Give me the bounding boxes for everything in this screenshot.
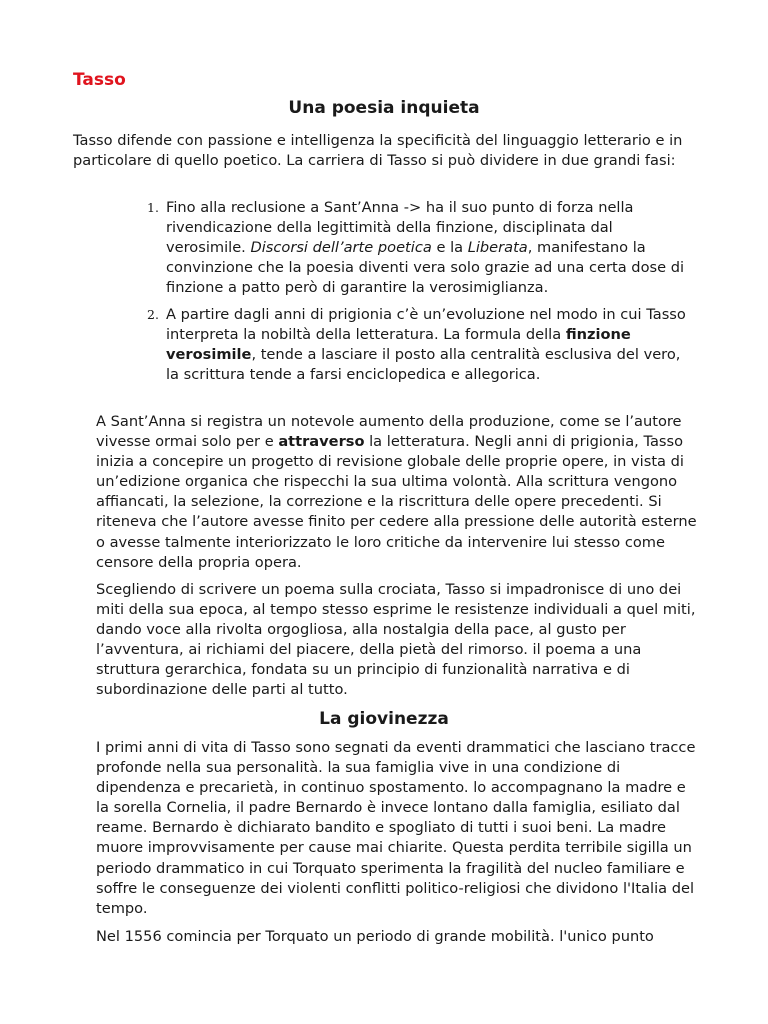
document-title: Tasso [73,70,126,90]
paragraph-1556: Nel 1556 comincia per Torquato un periodo di grande mobilità. l'unico punto [96,928,654,945]
list-item-text [166,305,686,385]
bold-term-finzione: finzione verosimile [166,326,631,364]
italic-title-liberata: Liberata [467,239,528,257]
list-number: 1. [147,200,159,215]
paragraph-santanna [96,412,698,573]
text-run: , tende a lasciare il posto alla centralità esclusiva del vero, la scrittura tende a farsi enciclopedica e allegorica. [166,346,681,384]
text-run: A partire dagli anni di prigionia c’è un’evoluzione nel modo in cui Tasso interpreta la nobiltà della letteratura. La formula della [166,306,686,344]
list-number: 2. [147,307,159,322]
text-run: A Sant’Anna si registra un notevole aumento della produzione, come se l’autore vivesse ormai solo per e [96,413,682,451]
text-run: Fino alla reclusione a Sant’Anna -> ha il suo punto di forza nella rivendicazione della legittimità della finzione, disciplinata dal verosimile. [166,199,634,257]
section-heading-poesia-inquieta: Una poesia inquieta [288,98,480,118]
text-run: la letteratura. Negli anni di prigionia, Tasso inizia a concepire un progetto di revisione globale delle proprie opere, in vista di un’edizione organica che rispecchi la sua ultima volontà. Alla scrittura vengono affiancati, la selezione, la correzione e la riscrittura delle opere precedenti. Si riteneva che l’autore avesse finito per cedere alla pressione delle autorità esterne o avesse talmente interiorizzato le loro critiche da intervenire lui stesso come censore della propria opera. [96,433,697,571]
list-item-text [166,198,686,298]
bold-term-attraverso: attraverso [278,433,365,451]
text-run: e la [431,239,468,257]
paragraph-crociata: Scegliendo di scrivere un poema sulla crociata, Tasso si impadronisce di uno dei miti della sua epoca, al tempo stesso esprime le resistenze individuali a quel miti, dando voce alla rivolta orgogliosa, alla nostalgia della pace, al gusto per l’avventura, ai richiami del piacere, della pietà del rimorso. il poema a una struttura gerarchica, fondata su un principio di funzionalità narrativa e di subordinazione delle parti al tutto. [96,581,696,699]
intro-paragraph: Tasso difende con passione e intelligenza la specificità del linguaggio letterario e in particolare di quello poetico. La carriera di Tasso si può dividere in due grandi fasi: [73,132,683,170]
italic-title-discorsi: Discorsi dell’arte poetica [250,239,432,257]
section-heading-giovinezza: La giovinezza [319,709,449,729]
paragraph-giovinezza: I primi anni di vita di Tasso sono segnati da eventi drammatici che lasciano tracce profonde nella sua personalità. la sua famiglia vive in una condizione di dipendenza e precarietà, in continuo spostamento. lo accompagnano la madre e la sorella Cornelia, il padre Bernardo è invece lontano dalla famiglia, esiliato dal reame. Bernardo è dichiarato bandito e spogliato di tutti i suoi beni. La madre muore improvvisamente per cause mai chiarite. Questa perdita terribile sigilla un periodo drammatico in cui Torquato sperimenta la fragilità del nucleo familiare e soffre le conseguenze dei violenti conflitti politico-religiosi che dividono l'Italia del tempo. [96,739,696,917]
text-run: , manifestano la convinzione che la poesia diventi vera solo grazie ad una certa dose di finzione a patto però di garantire la verosimiglianza. [166,239,685,297]
